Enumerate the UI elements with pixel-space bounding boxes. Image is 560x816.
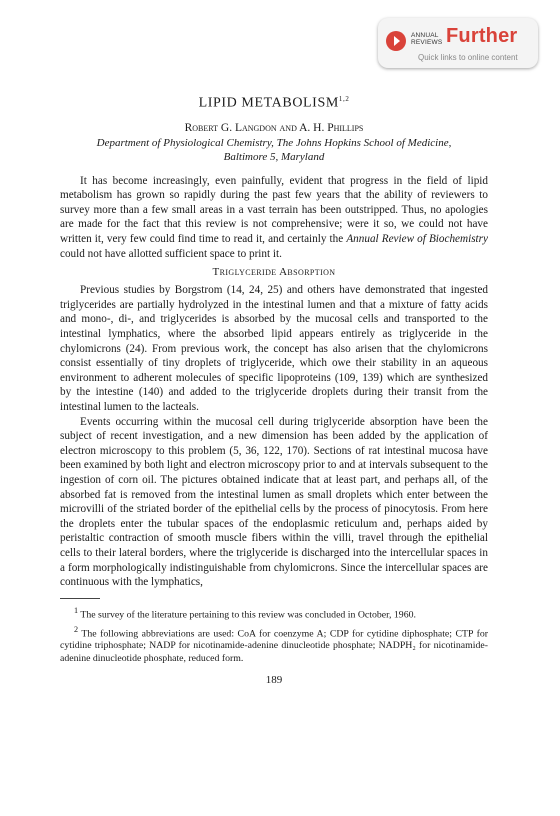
affiliation-line-1: Department of Physiological Chemistry, The Johns Hopkins School of Medicine, bbox=[96, 136, 452, 149]
footnote-2: $^2$ The following abbreviations are used: CoA for coenzyme A; CDP for cytidine diphosphate; CTP for cytidine triphosphate; NADP for nicotinamide-adenine dinucleotide phosphate; NADPH₂ for nicotinamide-adenine dinucleotide phosphate, reduced form. bbox=[60, 624, 488, 664]
article-title: LIPID METABOLISM$^{1,2}$ bbox=[198, 95, 350, 111]
footnote-divider bbox=[60, 598, 100, 599]
paragraph-mucosal-events: Events occurring within the mucosal cell during triglyceride absorption have been the subject of recent investigation, and a new dimension has been added by the application of electron microscopy to this problem (5, 36, 122, 170). Sections of rat intestinal mucosa have been examined by both light and electron microscopy prior to and at intervals subsequent to the ingestion of corn oil. The pictures obtained indicate that at least part, and perhaps all, of the absorbed fat is removed from the intestinal lumen as small droplets which enter between the microvilli of the striated border of the epithelial cells by the process of pinocytosis. From here the droplets enter the tubular spaces of the endoplasmic reticulum and, perhaps aided by peristaltic contraction of smooth muscle fibers within the villi, travel through the epithelial cells to their lateral borders, where the triglyceride is discharged into the intercellular spaces in a form morphologically indistinguishable from chylomicrons. Since the intercellular spaces are continuous with the lymphatics, bbox=[60, 415, 488, 589]
further-subtitle: Quick links to online content bbox=[418, 53, 518, 62]
footnote-1: $^1$ The survey of the literature pertaining to this review was concluded in October, 1960. bbox=[74, 605, 416, 620]
intro-paragraph: It has become increasingly, even painfully, evident that progress in the field of lipid metabolism has grown so rapidly during the past few years that the ability of reviewers to survey more than a few small areas in a vast terrain has been outstripped. Thus, no apologies are made for the fact that this review is not comprehensive; were it so, we could not have written it, very few could find time to read it, and certainly the Annual Review of Biochemistry could not have allotted sufficient space to print it. bbox=[60, 174, 488, 260]
article-authors: Robert G. Langdon and A. H. Phillips bbox=[184, 121, 364, 134]
journal-name: Annual Review of Biochemistry bbox=[346, 233, 488, 246]
further-badge[interactable] bbox=[378, 18, 538, 68]
annual-reviews-logo-icon bbox=[386, 31, 406, 51]
page-number: 189 bbox=[265, 673, 283, 686]
paragraph-borgstrom: Previous studies by Borgstrom (14, 24, 25) and others have demonstrated that ingested triglycerides are partially hydrolyzed in the intestinal lumen and that a mixture of fatty acids and mono-, di-, and triglycerides is absorbed by the mucosal cells and transported to the intestinal lymphatics, where the absorbed lipid appears entirely as triglyceride in the chylomicrons (24). From previous work, the concept has also arisen that the chylomicrons consist essentially of tiny droplets of triglyceride, which owe their stability in an aqueous environment to adherent molecules of specific lipoproteins (109, 139) which are synthesized by the intestine (140) and added to the triglyceride droplets during their transit from the intestinal lumen to the lacteals. bbox=[60, 284, 488, 413]
article-page bbox=[60, 95, 488, 686]
annual-reviews-label: ANNUAL REVIEWS bbox=[411, 32, 443, 46]
article-affiliation bbox=[60, 136, 488, 164]
affiliation-line-2: Baltimore 5, Maryland bbox=[223, 150, 325, 163]
title-footnote-marks: 1,2 bbox=[338, 95, 350, 103]
further-label: Further bbox=[446, 25, 518, 47]
section-heading: Triglyceride Absorption bbox=[212, 266, 336, 279]
